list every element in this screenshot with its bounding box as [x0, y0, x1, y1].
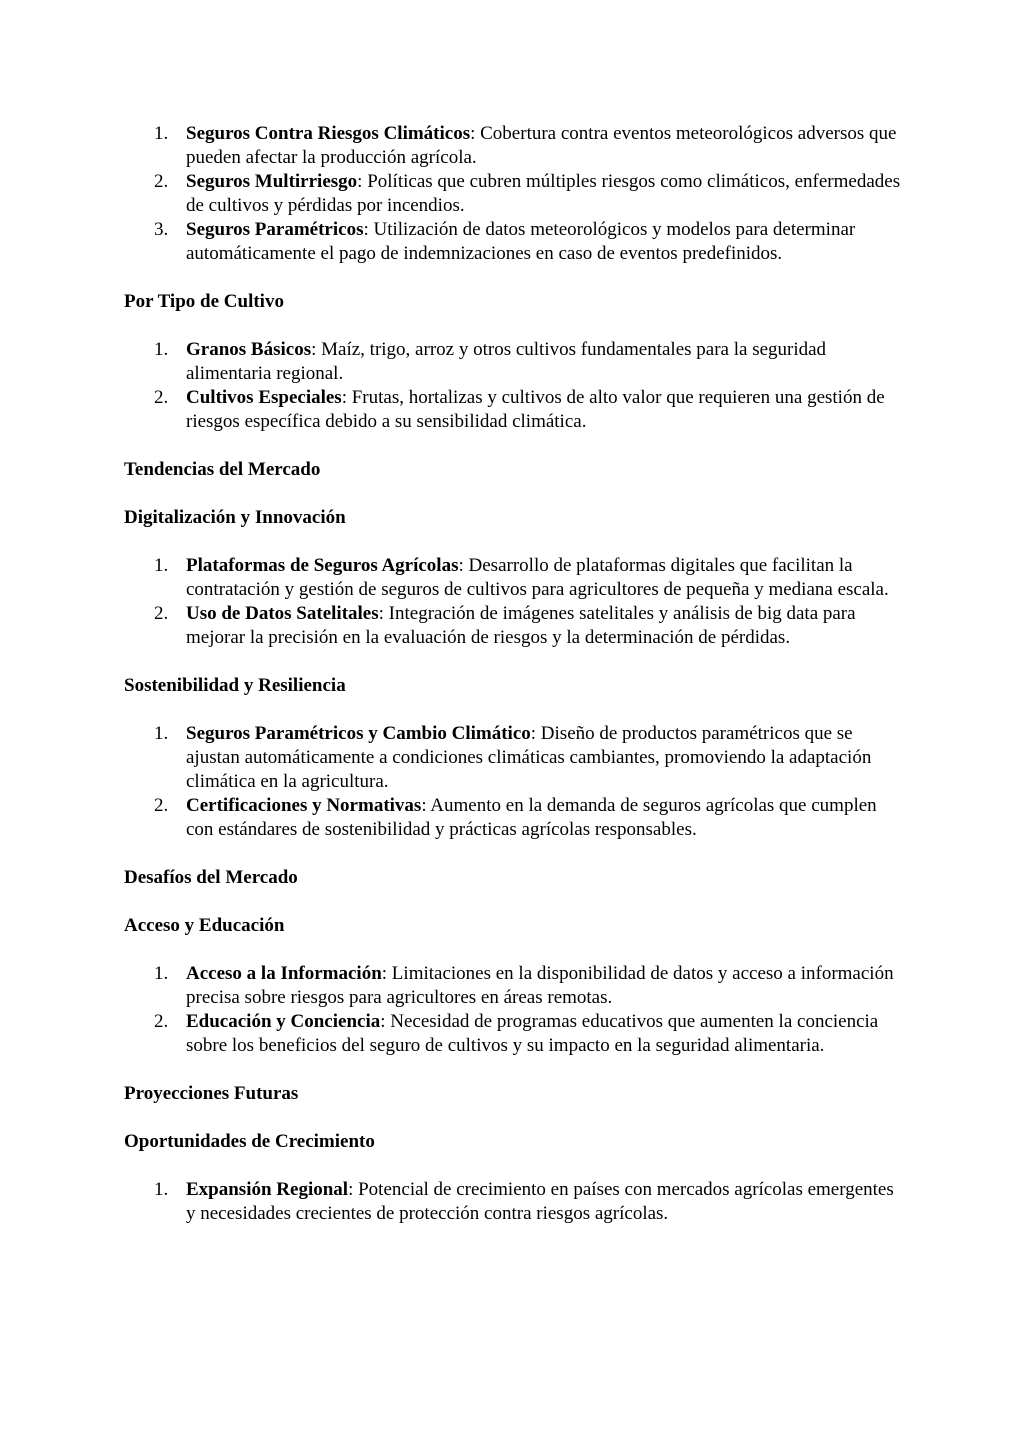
section-heading: Digitalización y Innovación: [124, 507, 346, 528]
list-item-number: 2.: [154, 171, 169, 192]
list-item-term: Seguros Paramétricos y Cambio Climático: [186, 723, 531, 744]
paragraph-spacer: [124, 1106, 904, 1130]
list-item-description: : Desarrollo de plataformas digitales que facilitan la contratación y gestión de seguros de cultivos para agricultores de pequeña y mediana escala.: [186, 555, 889, 600]
list-item: [124, 170, 904, 218]
list-item: [124, 602, 904, 650]
list-item: [124, 1178, 904, 1226]
list-item: [124, 386, 904, 434]
list-item-number: 2.: [154, 1011, 169, 1032]
section-heading: Sostenibilidad y Resiliencia: [124, 675, 346, 696]
paragraph-spacer: [124, 842, 904, 866]
list-item-description: : Necesidad de programas educativos que aumenten la conciencia sobre los beneficios del seguro de cultivos y su impacto en la seguridad alimentaria.: [186, 1011, 879, 1056]
section-heading: Proyecciones Futuras: [124, 1083, 299, 1104]
list-item: [124, 554, 904, 602]
paragraph-spacer: [124, 938, 904, 962]
list-item-term: Certificaciones y Normativas: [186, 795, 422, 816]
section-heading: Oportunidades de Crecimiento: [124, 1131, 375, 1152]
paragraph-spacer: [124, 698, 904, 722]
list-item-term: Plataformas de Seguros Agrícolas: [186, 555, 459, 576]
list-item-description: : Limitaciones en la disponibilidad de datos y acceso a información precisa sobre riesgos para agricultores en áreas remotas.: [186, 963, 894, 1008]
section-heading: Desafíos del Mercado: [124, 867, 298, 888]
list-item-term: Expansión Regional: [186, 1179, 349, 1200]
list-item-number: 1.: [154, 723, 169, 744]
list-item-term: Seguros Multirriesgo: [186, 171, 358, 192]
list-item: [124, 1010, 904, 1058]
list-item: [124, 794, 904, 842]
list-item-number: 1.: [154, 963, 169, 984]
paragraph-spacer: [124, 650, 904, 674]
list-item-number: 2.: [154, 387, 169, 408]
list-item-number: 1.: [154, 123, 169, 144]
section-heading: Tendencias del Mercado: [124, 459, 321, 480]
numbered-list: [124, 1178, 904, 1226]
list-item-description: : Maíz, trigo, arroz y otros cultivos fundamentales para la seguridad alimentaria regional.: [186, 339, 827, 384]
list-item-description: : Políticas que cubren múltiples riesgos como climáticos, enfermedades de cultivos y pérdidas por incendios.: [186, 171, 901, 216]
list-item: [124, 122, 904, 170]
section-heading: Por Tipo de Cultivo: [124, 291, 284, 312]
list-item-number: 2.: [154, 603, 169, 624]
paragraph-spacer: [124, 890, 904, 914]
paragraph-spacer: [124, 434, 904, 458]
list-item: [124, 962, 904, 1010]
list-item-description: : Aumento en la demanda de seguros agrícolas que cumplen con estándares de sostenibilidad y prácticas agrícolas responsables.: [186, 795, 877, 840]
list-item-description: : Utilización de datos meteorológicos y modelos para determinar automáticamente el pago de indemnizaciones en caso de eventos predefinidos.: [186, 219, 856, 264]
paragraph-spacer: [124, 1058, 904, 1082]
list-item-description: : Cobertura contra eventos meteorológicos adversos que pueden afectar la producción agrícola.: [186, 123, 897, 168]
paragraph-spacer: [124, 1154, 904, 1178]
list-item-term: Cultivos Especiales: [186, 387, 342, 408]
paragraph-spacer: [124, 266, 904, 290]
numbered-list: [124, 554, 904, 650]
list-item-term: Seguros Paramétricos: [186, 219, 364, 240]
list-item-number: 1.: [154, 339, 169, 360]
list-item-number: 1.: [154, 1179, 169, 1200]
paragraph-spacer: [124, 482, 904, 506]
list-item-description: : Diseño de productos paramétricos que se ajustan automáticamente a condiciones climáticas cambiantes, promoviendo la adaptación climática en la agricultura.: [186, 723, 872, 792]
list-item-term: Granos Básicos: [186, 339, 312, 360]
list-item-term: Acceso a la Información: [186, 963, 382, 984]
list-item-term: Seguros Contra Riesgos Climáticos: [186, 123, 471, 144]
section-heading: Acceso y Educación: [124, 915, 285, 936]
numbered-list: [124, 722, 904, 842]
document-page: [124, 122, 904, 1226]
list-item-number: 2.: [154, 795, 169, 816]
list-item-description: : Potencial de crecimiento en países con mercados agrícolas emergentes y necesidades crecientes de protección contra riesgos agrícolas.: [186, 1179, 894, 1224]
numbered-list: [124, 122, 904, 266]
paragraph-spacer: [124, 530, 904, 554]
numbered-list: [124, 338, 904, 434]
list-item-term: Uso de Datos Satelitales: [186, 603, 379, 624]
list-item-description: : Integración de imágenes satelitales y análisis de big data para mejorar la precisión en la evaluación de riesgos y la determinación de pérdidas.: [186, 603, 856, 648]
list-item-number: 3.: [154, 219, 169, 240]
list-item: [124, 338, 904, 386]
list-item: [124, 722, 904, 794]
list-item: [124, 218, 904, 266]
list-item-term: Educación y Conciencia: [186, 1011, 381, 1032]
numbered-list: [124, 962, 904, 1058]
paragraph-spacer: [124, 314, 904, 338]
list-item-description: : Frutas, hortalizas y cultivos de alto valor que requieren una gestión de riesgos específica debido a su sensibilidad climática.: [186, 387, 885, 432]
list-item-number: 1.: [154, 555, 169, 576]
